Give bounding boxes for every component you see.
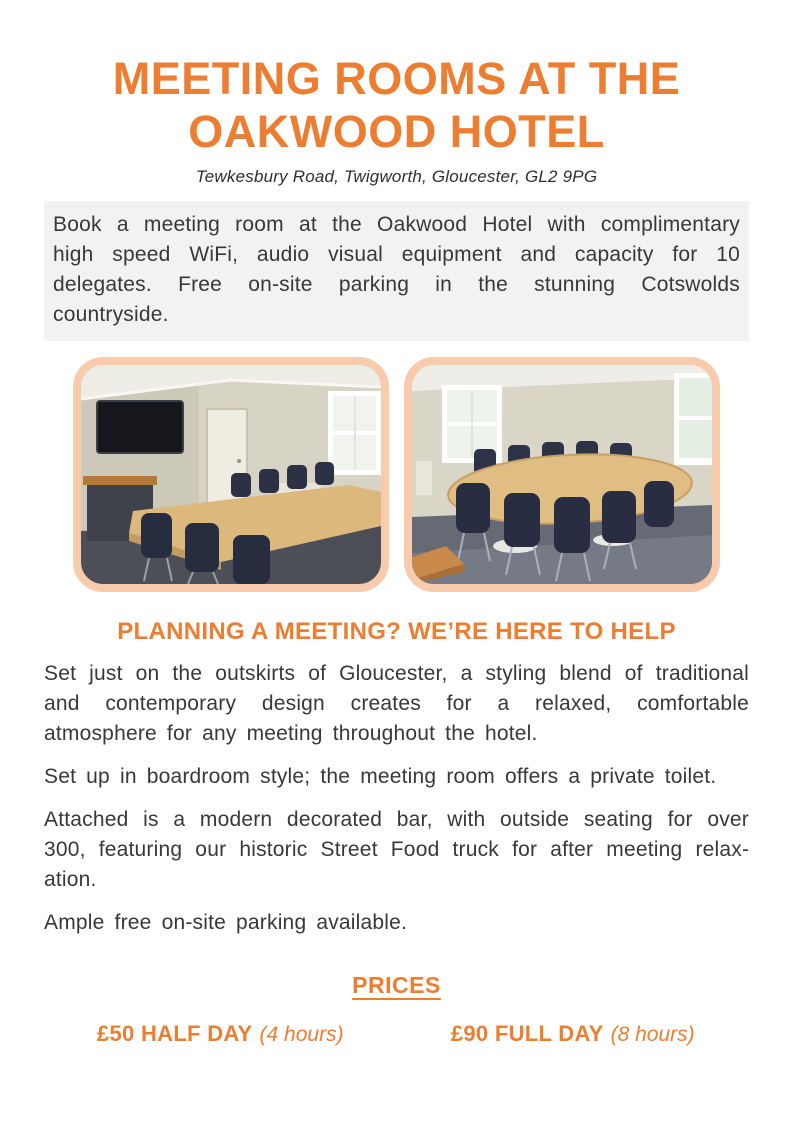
price-full-day-label: £90 FULL DAY [450, 1021, 604, 1047]
prices-heading-text: PRICES [352, 972, 441, 999]
price-full-day-note: (8 hours) [610, 1023, 695, 1047]
tv-screen [97, 401, 183, 453]
page-title-line2: OAKWOOD HOTEL [188, 106, 605, 158]
body-copy [44, 659, 749, 938]
price-half-day [44, 1021, 397, 1047]
meeting-room-photo-tv-view [73, 357, 389, 592]
price-half-day-note: (4 hours) [259, 1023, 344, 1047]
meeting-room-photo-oval-table [404, 357, 720, 592]
intro-highlight-box: Book a meeting room at the Oakwood Hotel with complimentary high speed WiFi, audio visual equipment and capacity for 10 delegates. Free on-site parking in the stunning Cotswolds countryside. [44, 201, 749, 341]
body-paragraph: Ample free on-site parking available. [44, 911, 408, 935]
radiator [416, 461, 432, 495]
meeting-room-illustration-1 [81, 365, 381, 584]
hotel-address: Tewkesbury Road, Twigworth, Gloucester, GL2 9PG [195, 167, 598, 187]
prices-heading [44, 972, 749, 999]
price-row [44, 1021, 749, 1047]
section-heading: PLANNING A MEETING? WE’RE HERE TO HELP [117, 618, 676, 646]
body-paragraph: Set just on the outskirts of Gloucester, a styling blend of traditional and contemporary design creates for a relaxed, comfortable atmosphere for any meeting throughout the hotel. [44, 662, 749, 746]
body-paragraph: Attached is a modern decorated bar, with outside seating for over 300, featuring our historic Street Food truck for after meeting relaxation. [44, 808, 749, 892]
price-half-day-label: £50 HALF DAY [96, 1021, 253, 1047]
page-title-line1: MEETING ROOMS AT THE [112, 53, 681, 104]
page-title [44, 52, 749, 158]
price-full-day [397, 1021, 750, 1047]
photo-row [44, 357, 749, 592]
meeting-room-illustration-2 [412, 365, 712, 584]
body-paragraph: Set up in boardroom style; the meeting room offers a private toilet. [44, 765, 717, 789]
